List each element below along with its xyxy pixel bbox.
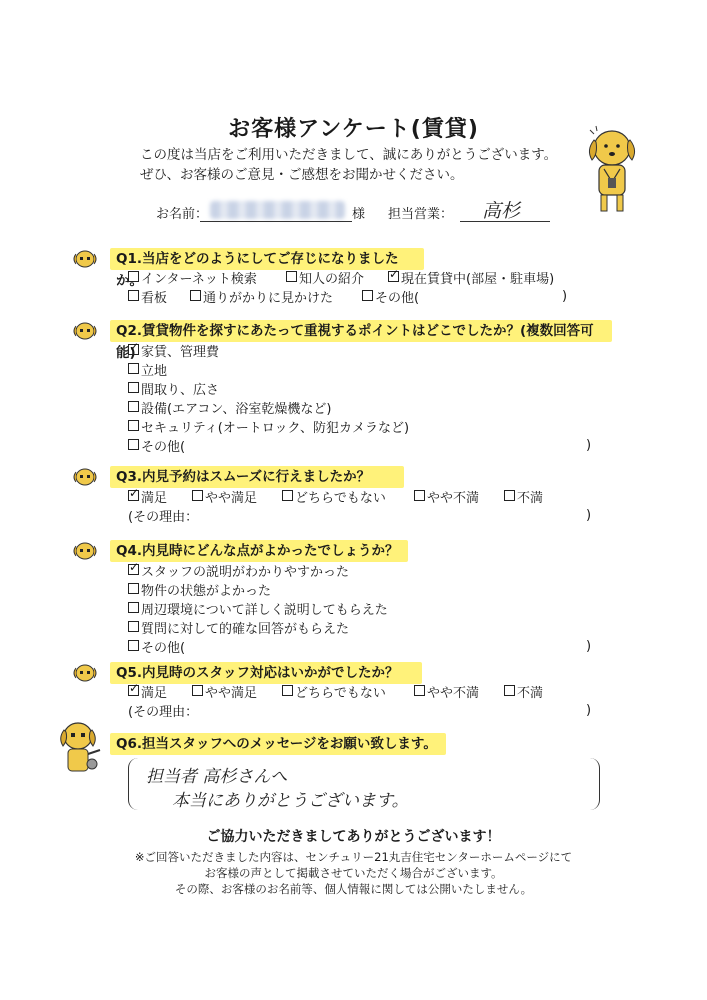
checkbox-checked[interactable] [128, 344, 139, 355]
q4-option-other[interactable]: その他( [128, 639, 185, 658]
staff-label: 担当営業： [388, 207, 454, 222]
q3-question: Q3.内見予約はスムーズに行えましたか？ [110, 466, 404, 488]
q1-close-paren: ) [562, 289, 568, 304]
checkbox[interactable] [504, 490, 515, 501]
q2-option-other[interactable]: その他( [128, 438, 185, 457]
checkbox[interactable] [190, 290, 201, 301]
q1-option-signboard[interactable]: 看板 [128, 289, 167, 308]
q5-close-paren: ) [586, 703, 592, 718]
q2-question: Q2.賃貸物件を探すにあたって重視するポイントはどこでしたか？(複数回答可能) [110, 320, 612, 342]
name-label: お名前： [156, 207, 209, 222]
q2-option-layout[interactable]: 間取り、広さ [128, 381, 219, 400]
q3-reason-label: (その理由： [128, 510, 199, 525]
honorific: 様 [352, 207, 366, 222]
q1-option-internet[interactable]: インターネット検索 [128, 270, 257, 289]
q4-option-property-condition[interactable]: 物件の状態がよかった [128, 582, 271, 601]
q5-question: Q5.内見時のスタッフ対応はいかがでしたか？ [110, 662, 422, 684]
q1-question: Q1.当店をどのようにしてご存じになりましたか。 [110, 248, 424, 270]
q1-option-referral[interactable]: 知人の紹介 [286, 270, 364, 289]
checkbox[interactable] [128, 621, 139, 632]
q4-question: Q4.内見時にどんな点がよかったでしょうか？ [110, 540, 408, 562]
closing-note-2: お客様の声として掲載させていただく場合がございます。 [204, 866, 503, 880]
q5-option-somewhat-dissatisfied[interactable]: やや不満 [414, 684, 479, 703]
q1-option-current-tenant[interactable]: ✓ 現在賃貸中(部屋・駐車場) [388, 270, 554, 289]
checkbox[interactable] [128, 420, 139, 431]
q3-option-somewhat-satisfied[interactable]: やや満足 [192, 489, 257, 508]
checkbox[interactable] [192, 685, 203, 696]
q1-option-other[interactable]: その他( [362, 289, 419, 308]
checkbox[interactable] [128, 640, 139, 651]
checkbox[interactable] [282, 490, 293, 501]
checkbox-checked[interactable] [128, 490, 139, 501]
checkbox[interactable] [128, 602, 139, 613]
survey-title: お客様アンケート(賃貸) [228, 117, 479, 142]
q3-option-satisfied[interactable]: ✓満足 [128, 489, 167, 508]
q6-question: Q6.担当スタッフへのメッセージをお願い致します。 [110, 733, 446, 755]
q4-option-surroundings[interactable]: 周辺環境について詳しく説明してもらえた [128, 601, 388, 620]
q2-option-rent[interactable]: ✓ 家賃、管理費 [128, 343, 219, 362]
q5-option-somewhat-satisfied[interactable]: やや満足 [192, 684, 257, 703]
q2-option-equipment[interactable]: 設備(エアコン、浴室乾燥機など) [128, 400, 331, 419]
q4-option-clear-explanation[interactable]: ✓スタッフの説明がわかりやすかった [128, 563, 349, 582]
message-line-2: 本当にありがとうございます。 [172, 791, 409, 811]
intro-line-2: ぜひ、お客様のご意見・ご感想をお聞かせください。 [140, 167, 464, 183]
checkbox[interactable] [414, 685, 425, 696]
q3-option-dissatisfied[interactable]: 不満 [504, 489, 543, 508]
checkbox[interactable] [504, 685, 515, 696]
checkbox[interactable] [128, 439, 139, 450]
q3-close-paren: ) [586, 508, 592, 523]
dog-face-icon [72, 466, 98, 488]
closing-note-3: その際、お客様のお名前等、個人情報に関しては公開いたしません。 [174, 882, 533, 896]
checkbox[interactable] [128, 363, 139, 374]
q4-close-paren: ) [586, 639, 592, 654]
q2-option-location[interactable]: 立地 [128, 362, 167, 381]
q1-option-passing-by[interactable]: 通りがかりに見かけた [190, 289, 333, 308]
checkbox[interactable] [286, 271, 297, 282]
q5-reason-label: (その理由： [128, 705, 199, 720]
checkbox[interactable] [128, 290, 139, 301]
checkbox[interactable] [192, 490, 203, 501]
name-underline [200, 221, 352, 222]
checkbox[interactable] [128, 382, 139, 393]
staff-name-handwritten: 高杉 [482, 200, 521, 222]
q3-option-somewhat-dissatisfied[interactable]: やや不満 [414, 489, 479, 508]
redacted-name [210, 201, 345, 219]
closing-note-1: ※ご回答いただきました内容は、センチュリー21丸吉住宅センターホームページにて [134, 850, 573, 864]
message-line-1: 担当者 高杉さんへ [146, 767, 288, 787]
q2-option-security[interactable]: セキュリティ(オートロック、防犯カメラなど) [128, 419, 409, 438]
q3-option-neutral[interactable]: どちらでもない [282, 489, 386, 508]
checkbox[interactable] [282, 685, 293, 696]
mascot-dog-icon [582, 124, 642, 216]
closing-thanks: ご協力いただきましてありがとうございます！ [206, 829, 501, 845]
q5-option-neutral[interactable]: どちらでもない [282, 684, 386, 703]
checkbox[interactable] [128, 583, 139, 594]
q2-close-paren: ) [586, 438, 592, 453]
checkbox[interactable] [128, 401, 139, 412]
checkbox-checked[interactable] [128, 564, 139, 575]
q5-option-dissatisfied[interactable]: 不満 [504, 684, 543, 703]
checkbox[interactable] [414, 490, 425, 501]
checkbox-checked[interactable] [128, 685, 139, 696]
dog-face-icon [72, 662, 98, 684]
intro-line-1: この度は当店をご利用いただきまして、誠にありがとうございます。 [140, 147, 558, 163]
mascot-dog-pointing-icon [56, 720, 104, 778]
checkbox[interactable] [128, 271, 139, 282]
dog-face-icon [72, 320, 98, 342]
q4-option-accurate-answers[interactable]: 質問に対して的確な回答がもらえた [128, 620, 349, 639]
q5-option-satisfied[interactable]: ✓満足 [128, 684, 167, 703]
dog-face-icon [72, 248, 98, 270]
checkbox[interactable] [362, 290, 373, 301]
checkbox-checked[interactable] [388, 271, 399, 282]
dog-face-icon [72, 540, 98, 562]
